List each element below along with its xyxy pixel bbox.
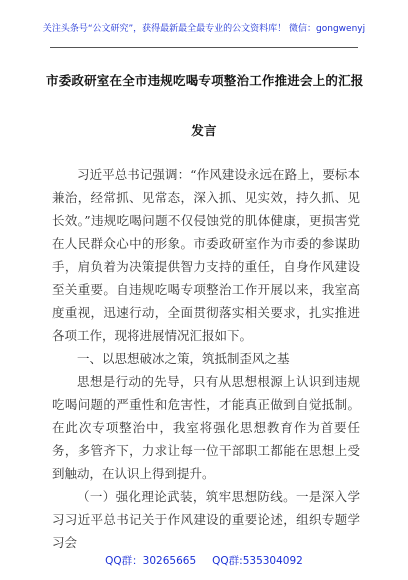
header-note: 关注头条号“公文研究”，获得最新最全最专业的公文资料库！ 微信：gongwenyj	[42, 24, 366, 34]
document-title-line-2: 发言	[191, 123, 217, 138]
document-title-line-1: 市委政研室在全市违规吃喝专项整治工作推进会上的汇报	[46, 73, 364, 88]
body-paragraph-thought: 思想是行动的先导，只有从思想根源上认识到违规吃喝问题的严重性和危害性，才能真正做到自觉抵制。在此次专项整治中，我室将强化思想教育作为首要任务，多管齐下，力求让每一位干部职工都能在思想上受到触动，在认识上得到提升。	[52, 374, 360, 481]
header-divider	[50, 47, 358, 48]
document-body	[52, 163, 360, 554]
footer-contact	[0, 553, 408, 568]
footer-qq-group-2: QQ群:535304092	[212, 555, 303, 567]
body-paragraph-intro: 习近平总书记强调：“作风建设永远在路上，要标本兼治，经常抓、见常态，深入抓、见实效，持久抓、见长效。”违规吃喝问题不仅侵蚀党的肌体健康，更损害党在人民群众心中的形象。市委政研室作为市委的参谋助手，肩负着为决策提供智力支持的重任，自身作风建设至关重要。自违规吃喝专项整治工作开展以来，我室高度重视，迅速行动，全面贯彻落实相关要求，扎实推进各项工作，现将进展情况汇报如下。	[52, 167, 360, 343]
section-heading-1: 一、以思想破冰之策，筑抵制歪风之基	[77, 351, 290, 366]
footer-qq-group-1: QQ群：30265665	[105, 555, 197, 567]
body-paragraph-subsection-1: （一）强化理论武装，筑牢思想防线。一是深入学习习近平总书记关于作风建设的重要论述，组织专题学习会	[52, 489, 360, 550]
